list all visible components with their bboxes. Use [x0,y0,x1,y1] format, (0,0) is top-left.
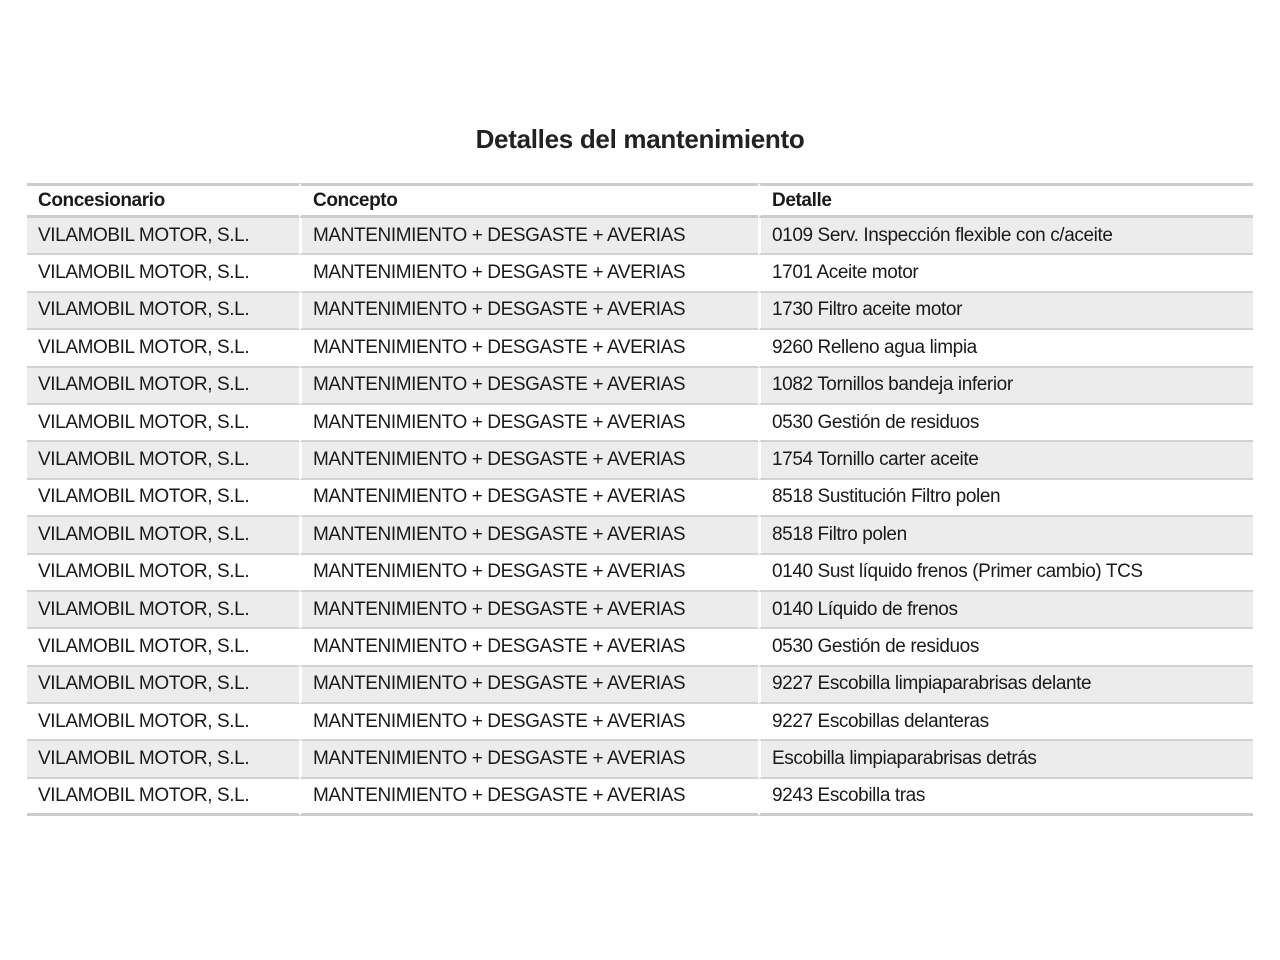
cell-detalle: Escobilla limpiaparabrisas detrás [758,741,1253,778]
table-row [27,629,1253,666]
cell-concepto: MANTENIMIENTO + DESGASTE + AVERIAS [299,592,758,629]
column-header-detalle: Detalle [758,183,1253,218]
cell-concepto: MANTENIMIENTO + DESGASTE + AVERIAS [299,741,758,778]
cell-concepto: MANTENIMIENTO + DESGASTE + AVERIAS [299,405,758,442]
cell-concesionario: VILAMOBIL MOTOR, S.L. [27,629,299,666]
cell-concepto: MANTENIMIENTO + DESGASTE + AVERIAS [299,480,758,517]
cell-detalle: 1082 Tornillos bandeja inferior [758,368,1253,405]
cell-detalle: 0140 Sust líquido frenos (Primer cambio) TCS [758,555,1253,592]
cell-concepto: MANTENIMIENTO + DESGASTE + AVERIAS [299,667,758,704]
cell-concesionario: VILAMOBIL MOTOR, S.L. [27,517,299,554]
table-row [27,442,1253,479]
cell-detalle: 0530 Gestión de residuos [758,405,1253,442]
maintenance-table [27,183,1253,816]
cell-detalle: 1701 Aceite motor [758,255,1253,292]
table-row [27,405,1253,442]
cell-detalle: 0140 Líquido de frenos [758,592,1253,629]
header-row [27,183,1253,218]
cell-concesionario: VILAMOBIL MOTOR, S.L. [27,255,299,292]
table-row [27,293,1253,330]
table-row [27,218,1253,255]
column-header-concesionario: Concesionario [27,183,299,218]
cell-concesionario: VILAMOBIL MOTOR, S.L. [27,555,299,592]
cell-concesionario: VILAMOBIL MOTOR, S.L. [27,368,299,405]
cell-detalle: 9243 Escobilla tras [758,779,1253,816]
cell-detalle: 9227 Escobillas delanteras [758,704,1253,741]
table-header [27,183,1253,218]
cell-concesionario: VILAMOBIL MOTOR, S.L. [27,218,299,255]
cell-concesionario: VILAMOBIL MOTOR, S.L. [27,405,299,442]
table-row [27,330,1253,367]
cell-concesionario: VILAMOBIL MOTOR, S.L. [27,667,299,704]
cell-concepto: MANTENIMIENTO + DESGASTE + AVERIAS [299,293,758,330]
cell-concesionario: VILAMOBIL MOTOR, S.L. [27,592,299,629]
cell-concesionario: VILAMOBIL MOTOR, S.L. [27,480,299,517]
table-row [27,779,1253,816]
cell-concepto: MANTENIMIENTO + DESGASTE + AVERIAS [299,629,758,666]
table-row [27,704,1253,741]
cell-concesionario: VILAMOBIL MOTOR, S.L. [27,704,299,741]
cell-concesionario: VILAMOBIL MOTOR, S.L. [27,442,299,479]
table-row [27,255,1253,292]
cell-detalle: 1730 Filtro aceite motor [758,293,1253,330]
cell-concesionario: VILAMOBIL MOTOR, S.L. [27,330,299,367]
maintenance-table-container [27,183,1253,816]
table-row [27,592,1253,629]
table-row [27,517,1253,554]
cell-concepto: MANTENIMIENTO + DESGASTE + AVERIAS [299,517,758,554]
table-row [27,667,1253,704]
cell-concepto: MANTENIMIENTO + DESGASTE + AVERIAS [299,779,758,816]
table-row [27,368,1253,405]
cell-detalle: 8518 Filtro polen [758,517,1253,554]
cell-concesionario: VILAMOBIL MOTOR, S.L. [27,779,299,816]
table-body [27,218,1253,816]
cell-detalle: 0109 Serv. Inspección flexible con c/aceite [758,218,1253,255]
cell-concepto: MANTENIMIENTO + DESGASTE + AVERIAS [299,330,758,367]
cell-concepto: MANTENIMIENTO + DESGASTE + AVERIAS [299,442,758,479]
cell-detalle: 0530 Gestión de residuos [758,629,1253,666]
cell-detalle: 1754 Tornillo carter aceite [758,442,1253,479]
cell-concepto: MANTENIMIENTO + DESGASTE + AVERIAS [299,218,758,255]
cell-detalle: 8518 Sustitución Filtro polen [758,480,1253,517]
cell-concepto: MANTENIMIENTO + DESGASTE + AVERIAS [299,368,758,405]
column-header-concepto: Concepto [299,183,758,218]
cell-concepto: MANTENIMIENTO + DESGASTE + AVERIAS [299,704,758,741]
page-title: Detalles del mantenimiento [475,124,805,154]
cell-concesionario: VILAMOBIL MOTOR, S.L. [27,293,299,330]
cell-detalle: 9227 Escobilla limpiaparabrisas delante [758,667,1253,704]
cell-concepto: MANTENIMIENTO + DESGASTE + AVERIAS [299,555,758,592]
cell-concepto: MANTENIMIENTO + DESGASTE + AVERIAS [299,255,758,292]
cell-detalle: 9260 Relleno agua limpia [758,330,1253,367]
table-row [27,555,1253,592]
table-row [27,480,1253,517]
table-row [27,741,1253,778]
cell-concesionario: VILAMOBIL MOTOR, S.L. [27,741,299,778]
